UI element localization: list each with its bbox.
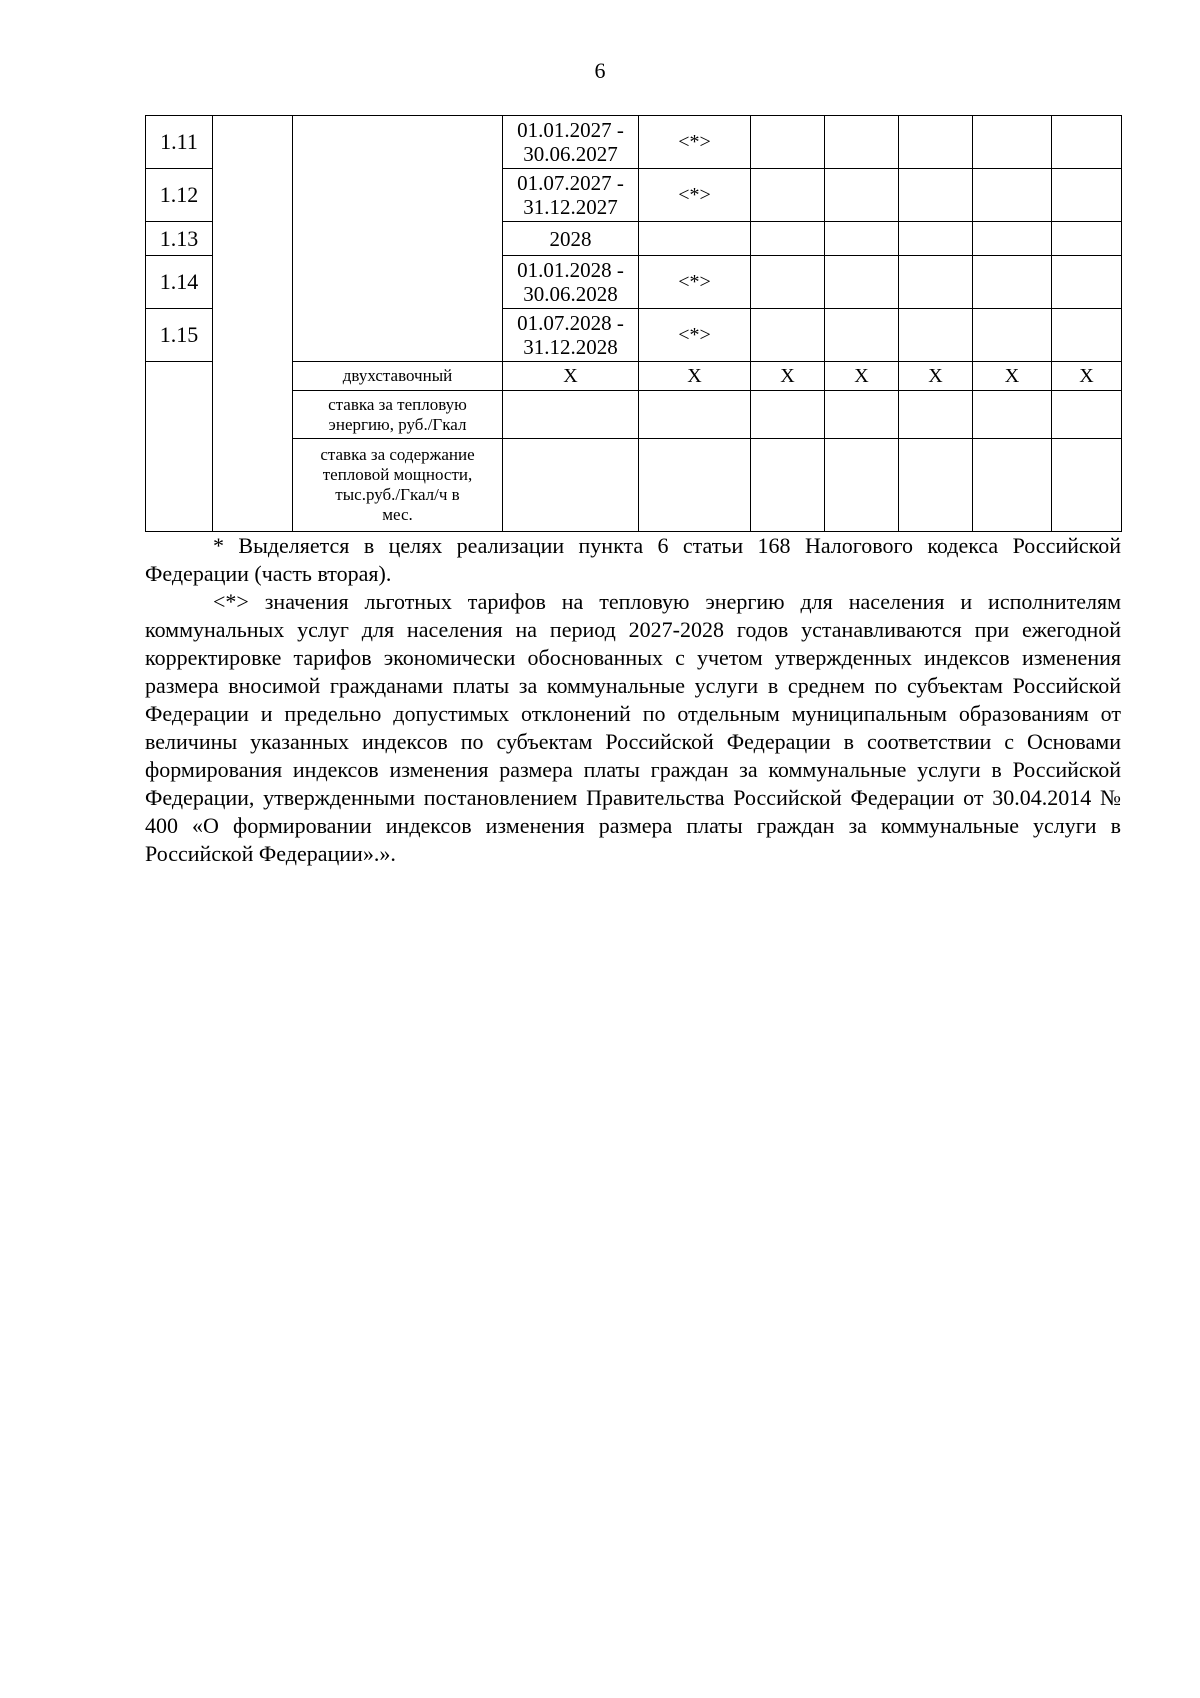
period-cell: 01.07.2028 - 31.12.2028	[503, 309, 639, 362]
table-row	[146, 439, 1122, 532]
x-mark: X	[751, 362, 825, 391]
x-mark: X	[825, 362, 899, 391]
empty-cell	[146, 362, 213, 532]
table-row	[146, 362, 1122, 391]
x-mark: X	[899, 362, 973, 391]
x-mark: X	[1052, 362, 1122, 391]
period-cell: 01.01.2027 - 30.06.2027	[503, 116, 639, 169]
tariff-mark: <*>	[639, 256, 751, 309]
footnotes	[145, 532, 1121, 868]
tariff-mark: <*>	[639, 169, 751, 222]
rate-capacity-label: ставка за содержание тепловой мощности, тыс.руб./Гкал/ч в мес.	[293, 439, 503, 532]
tariff-table	[145, 115, 1122, 532]
table-row	[146, 116, 1122, 169]
row-number: 1.15	[146, 309, 213, 362]
x-mark: X	[973, 362, 1052, 391]
footnote-tariffs: <*> значения льготных тарифов на тепловую энергию для населения и исполнителям коммунальных услуг для населения на период 2027-2028 годов устанавливаются при ежегодной корректировке тарифов экономически обоснованных с учетом утвержденных индексов изменения размера вносимой гражданами платы за коммунальные услуги в среднем по субъектам Российской Федерации и предельно допустимых отклонений по отдельным муниципальным образованиям от величины указанных индексов по субъектам Российской Федерации в соответствии с Основами формирования индексов изменения размера платы граждан за коммунальные услуги в Российской Федерации, утвержденными постановлением Правительства Российской Федерации от 30.04.2014 № 400 «О формировании индексов изменения размера платы граждан за коммунальные услуги в Российской Федерации».».	[145, 589, 1121, 866]
x-mark: X	[503, 362, 639, 391]
page-number: 6	[594, 58, 606, 83]
period-cell: 01.01.2028 - 30.06.2028	[503, 256, 639, 309]
row-number: 1.12	[146, 169, 213, 222]
row-number: 1.11	[146, 116, 213, 169]
period-cell: 01.07.2027 - 31.12.2027	[503, 169, 639, 222]
x-mark: X	[639, 362, 751, 391]
empty-cell	[213, 116, 293, 532]
two-part-label: двухставочный	[293, 362, 503, 391]
rate-energy-label: ставка за тепловую энергию, руб./Гкал	[293, 391, 503, 439]
row-number: 1.13	[146, 222, 213, 256]
empty-cell	[293, 116, 503, 362]
table-row	[146, 391, 1122, 439]
footnote-vat: * Выделяется в целях реализации пункта 6 статьи 168 Налогового кодекса Российской Федерации (часть вторая).	[145, 533, 1121, 586]
row-number: 1.14	[146, 256, 213, 309]
tariff-mark: <*>	[639, 309, 751, 362]
tariff-mark: <*>	[639, 116, 751, 169]
period-cell: 2028	[503, 222, 639, 256]
